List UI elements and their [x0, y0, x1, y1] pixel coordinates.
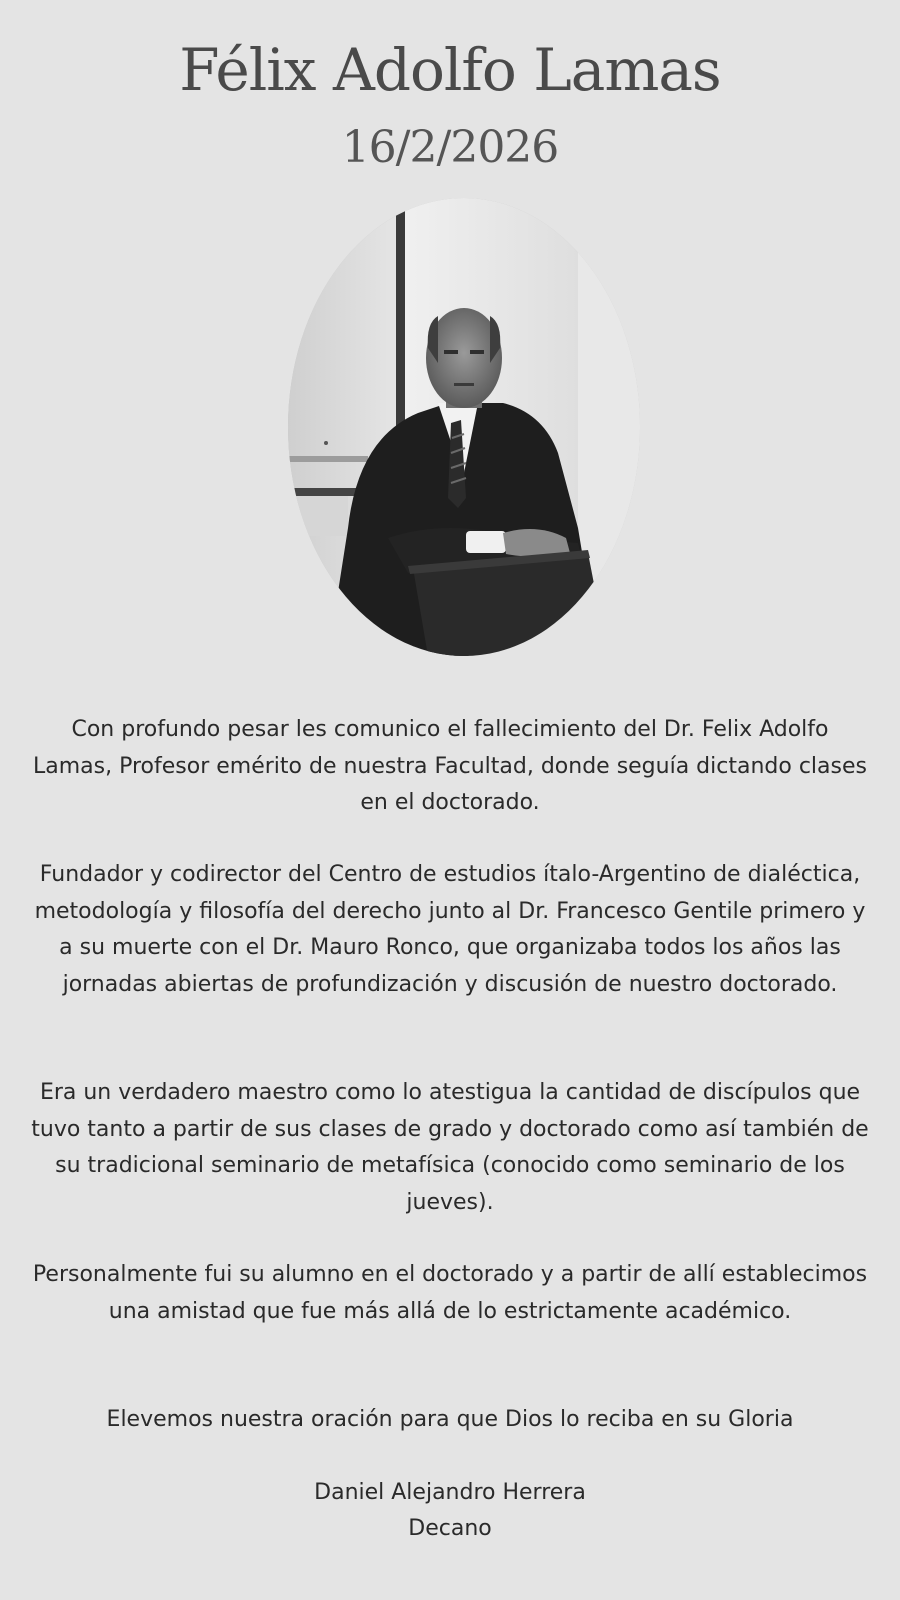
paragraph-prayer: Elevemos nuestra oración para que Dios lo reciba en su Gloria	[106, 1407, 794, 1432]
paragraph-teacher: Era un verdadero maestro como lo atestigua la cantidad de discípulos que tuvo tanto a partir de sus clases de grado y doctorado como así también de su tradicional seminario de metafísica (conocido como seminario de los jueves).	[31, 1080, 869, 1215]
signature-role: Decano	[408, 1516, 492, 1541]
page-title: Félix Adolfo Lamas	[179, 36, 721, 104]
paragraph-announcement: Con profundo pesar les comunico el fallecimiento del Dr. Felix Adolfo Lamas, Profesor emérito de nuestra Facultad, donde seguía dictando clases en el doctorado.	[33, 717, 867, 815]
portrait-photo	[288, 198, 640, 656]
portrait-illustration	[288, 198, 640, 656]
memorial-date: 16/2/2026	[341, 122, 559, 173]
paragraph-founder: Fundador y codirector del Centro de estudios ítalo-Argentino de dialéctica, metodología y filosofía del derecho junto al Dr. Francesco Gentile primero y a su muerte con el Dr. Mauro Ronco, que organizaba todos los años las jornadas abiertas de profundización y discusión de nuestro doctorado.	[34, 862, 866, 997]
signature-name: Daniel Alejandro Herrera	[314, 1480, 586, 1505]
paragraph-personal: Personalmente fui su alumno en el doctorado y a partir de allí establecimos una amistad que fue más allá de lo estrictamente académico.	[32, 1262, 868, 1324]
